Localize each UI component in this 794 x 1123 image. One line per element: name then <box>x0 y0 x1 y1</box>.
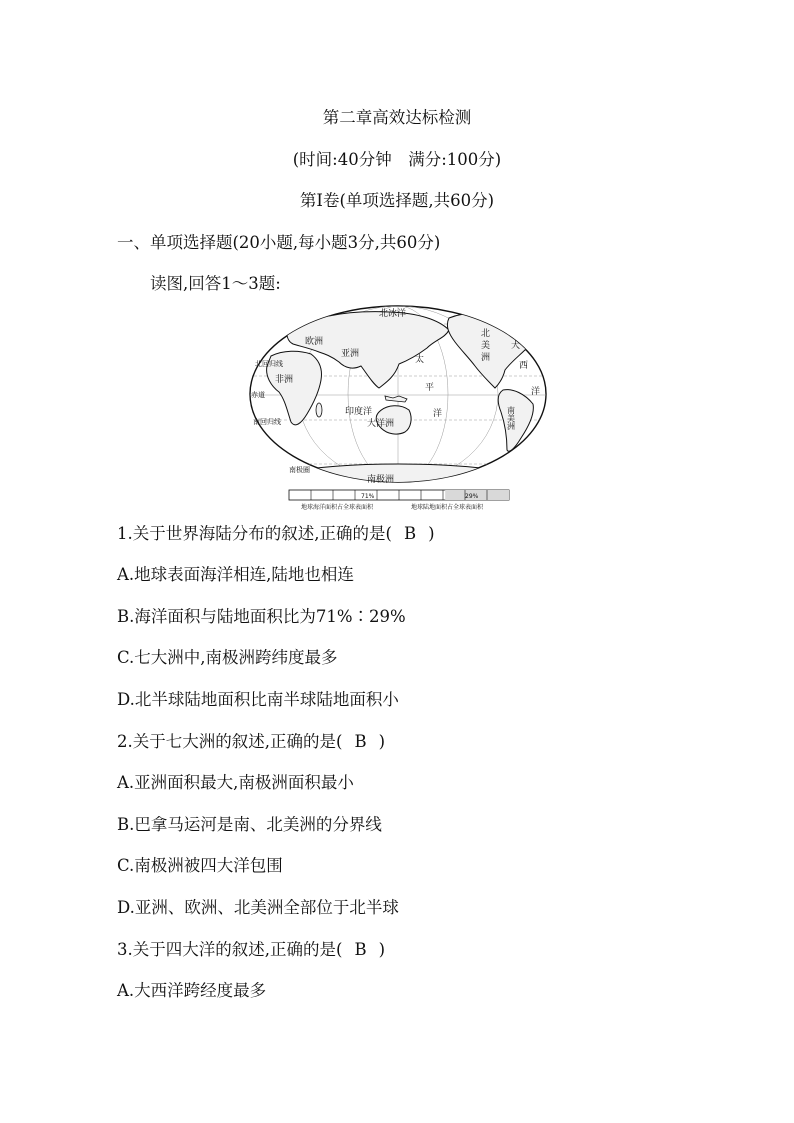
label-tropic-capricorn: 南回归线 <box>253 418 281 426</box>
option: D.北半球陆地面积比南半球陆地面积小 <box>117 690 399 709</box>
option: A.地球表面海洋相连,陆地也相连 <box>117 565 354 584</box>
land-caption: 地球陆地面积占全球表面积 <box>411 504 484 511</box>
question-2 <box>117 731 385 753</box>
label-tropic-cancer: 北回归线 <box>255 360 283 368</box>
land-percent: 29% <box>465 493 479 500</box>
answer-letter: B <box>354 732 367 751</box>
label-indian-ocean: 印度洋 <box>345 407 373 417</box>
instruction: 读图,回答1～3题: <box>150 274 281 293</box>
page-title: 第二章高效达标检测 <box>322 108 472 127</box>
label-na-3: 洲 <box>481 353 491 363</box>
label-na-2: 美 <box>481 341 491 351</box>
option: B.巴拿马运河是南、北美洲的分界线 <box>117 815 382 834</box>
label-atlantic-3: 洋 <box>531 387 541 397</box>
answer-letter: B <box>403 524 417 543</box>
question-stem: 2.关于七大洲的叙述,正确的是( <box>117 732 343 751</box>
question-close-paren: ) <box>378 940 386 959</box>
question-stem: 1.关于世界海陆分布的叙述,正确的是( <box>117 524 392 543</box>
option: A.亚洲面积最大,南极洲面积最小 <box>117 773 354 792</box>
question-close-paren: ) <box>428 524 435 543</box>
label-pacific-2: 平 <box>425 383 435 393</box>
label-antarctica: 南极洲 <box>367 475 395 485</box>
option: B.海洋面积与陆地面积比为71%∶29% <box>117 607 406 626</box>
exam-time-score: (时间:40分钟 满分:100分) <box>292 150 502 169</box>
label-atlantic-2: 西 <box>519 361 529 371</box>
question-1 <box>117 523 435 545</box>
question-close-paren: ) <box>378 732 386 751</box>
question-stem: 3.关于四大洋的叙述,正确的是( <box>117 940 343 959</box>
part-title: 第Ⅰ卷(单项选择题,共60分) <box>299 191 495 210</box>
label-na-1: 北 <box>481 329 491 339</box>
label-pacific-1: 太 <box>415 355 425 365</box>
world-map <box>249 304 548 512</box>
label-africa: 非洲 <box>275 375 294 385</box>
label-pacific-3: 洋 <box>433 409 443 419</box>
label-oceania: 大洋洲 <box>367 419 395 429</box>
option: C.南极洲被四大洋包围 <box>117 856 283 875</box>
label-atlantic-1: 大 <box>511 341 521 351</box>
question-3 <box>117 939 385 961</box>
section-heading: 一、单项选择题(20小题,每小题3分,共60分) <box>117 233 441 252</box>
label-europe: 欧洲 <box>305 337 324 347</box>
label-antarctic-circle: 南极圈 <box>289 466 310 474</box>
label-arctic-ocean: 北冰洋 <box>379 309 407 319</box>
option: A.大西洋跨经度最多 <box>117 981 267 1000</box>
ocean-percent: 71% <box>361 493 375 500</box>
world-map-figure <box>249 304 548 512</box>
label-asia: 亚洲 <box>341 349 360 359</box>
label-sa-1: 南美洲 <box>506 406 516 430</box>
ocean-land-ratio-bar <box>289 490 509 511</box>
answer-letter: B <box>354 940 367 959</box>
option: C.七大洲中,南极洲跨纬度最多 <box>117 648 338 667</box>
ocean-caption: 地球海洋面积占全球表面积 <box>301 504 374 511</box>
option: D.亚洲、欧洲、北美洲全部位于北半球 <box>117 898 399 917</box>
label-equator: 赤道 <box>251 391 265 399</box>
